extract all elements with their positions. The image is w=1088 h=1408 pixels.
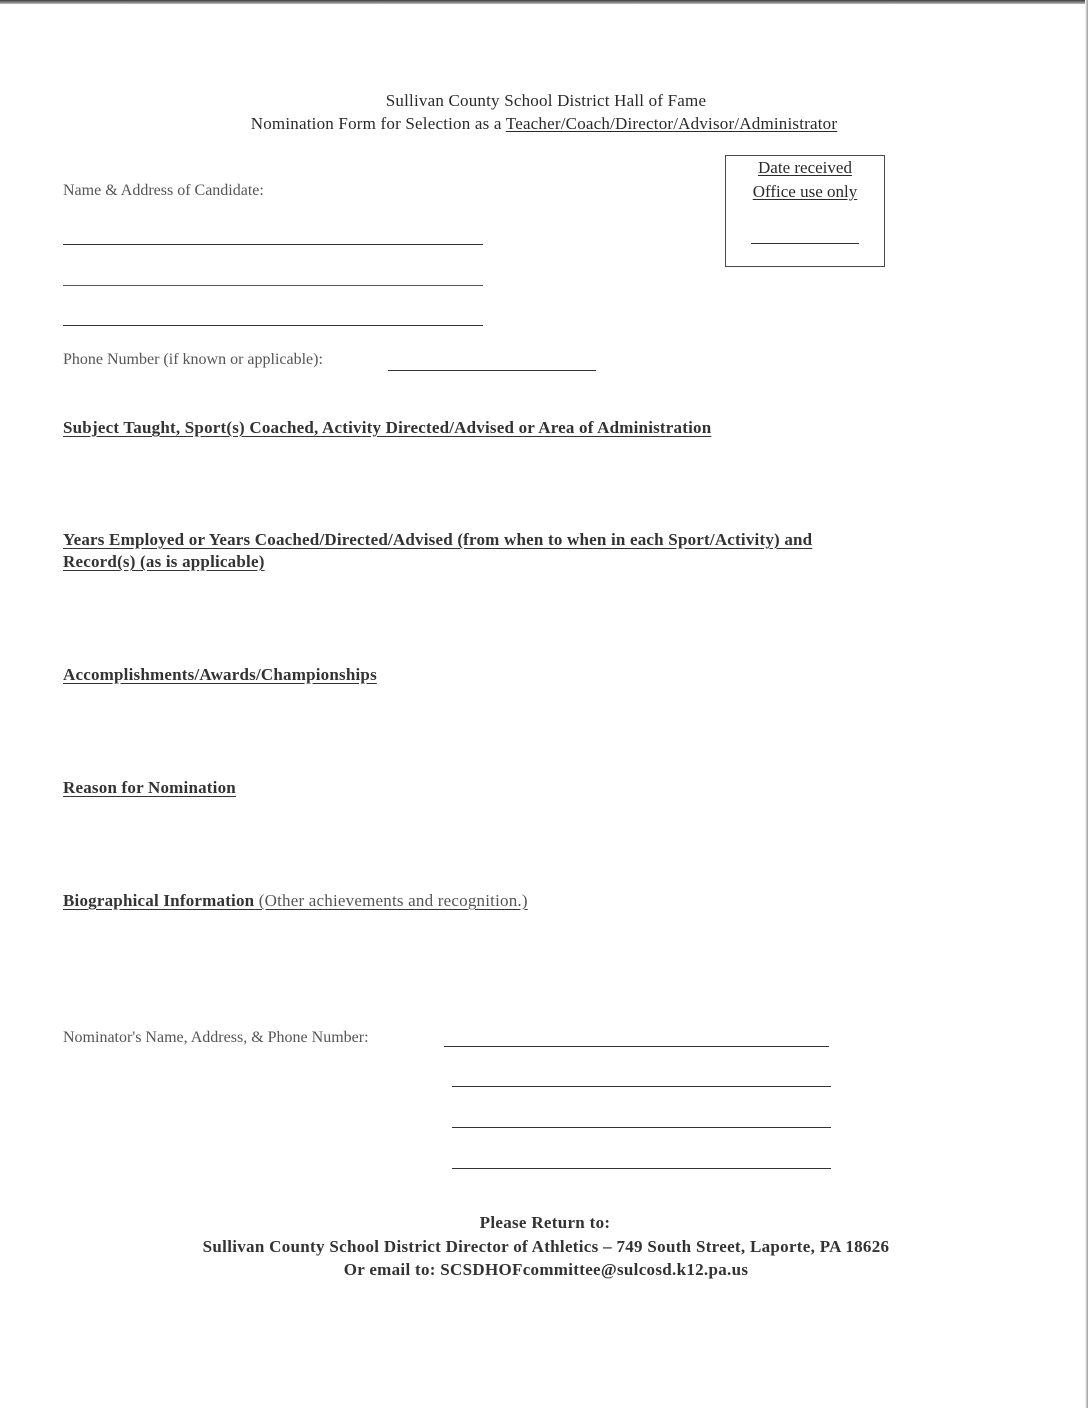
- date-received-label: Date received: [758, 158, 852, 177]
- nominator-line-4[interactable]: [452, 1168, 831, 1169]
- candidate-address-line-1[interactable]: [63, 244, 483, 245]
- return-heading: Please Return to:: [479, 1213, 611, 1232]
- return-address: Sullivan County School District Director of Athletics – 749 South Street, Laporte, PA 18626: [202, 1237, 890, 1256]
- return-email: Or email to: SCSDHOFcommittee@sulcosd.k12.pa.us: [343, 1260, 749, 1279]
- nominator-line-2[interactable]: [452, 1086, 831, 1087]
- bio-heading-text: Biographical Information: [63, 891, 255, 910]
- nominator-line-3[interactable]: [452, 1127, 831, 1128]
- subtitle-prefix: Nomination Form for Selection as a: [250, 114, 506, 133]
- nominator-line-1[interactable]: [444, 1046, 829, 1047]
- years-employed-heading-line-1: Years Employed or Years Coached/Directed/Advised (from when to when in each Sport/Activity) and: [63, 530, 813, 549]
- form-subtitle: [100, 114, 988, 134]
- years-employed-heading-line-2: Record(s) (as is applicable): [63, 552, 265, 571]
- office-use-only-label: Office use only: [752, 182, 858, 201]
- biographical-information-heading: [63, 891, 528, 911]
- subtitle-category: Teacher/Coach/Director/Advisor/Administrator: [505, 114, 838, 133]
- bio-note-text: (Other achievements and recognition.): [254, 891, 528, 910]
- office-use-box: [725, 155, 885, 267]
- subject-taught-heading: Subject Taught, Sport(s) Coached, Activity Directed/Advised or Area of Administration: [63, 418, 712, 437]
- nominator-label: Nominator's Name, Address, & Phone Number:: [63, 1029, 369, 1046]
- phone-number-field[interactable]: [388, 370, 596, 371]
- scan-edge-top: [0, 0, 1088, 4]
- candidate-address-line-2[interactable]: [63, 285, 483, 286]
- phone-number-label: Phone Number (if known or applicable):: [63, 351, 323, 368]
- accomplishments-heading: Accomplishments/Awards/Championships: [63, 665, 377, 684]
- candidate-address-line-3[interactable]: [63, 325, 483, 326]
- candidate-name-address-label: Name & Address of Candidate:: [63, 182, 264, 199]
- reason-for-nomination-heading: Reason for Nomination: [63, 778, 236, 797]
- date-received-field[interactable]: [751, 243, 859, 244]
- form-title: Sullivan County School District Hall of Fame: [385, 91, 707, 110]
